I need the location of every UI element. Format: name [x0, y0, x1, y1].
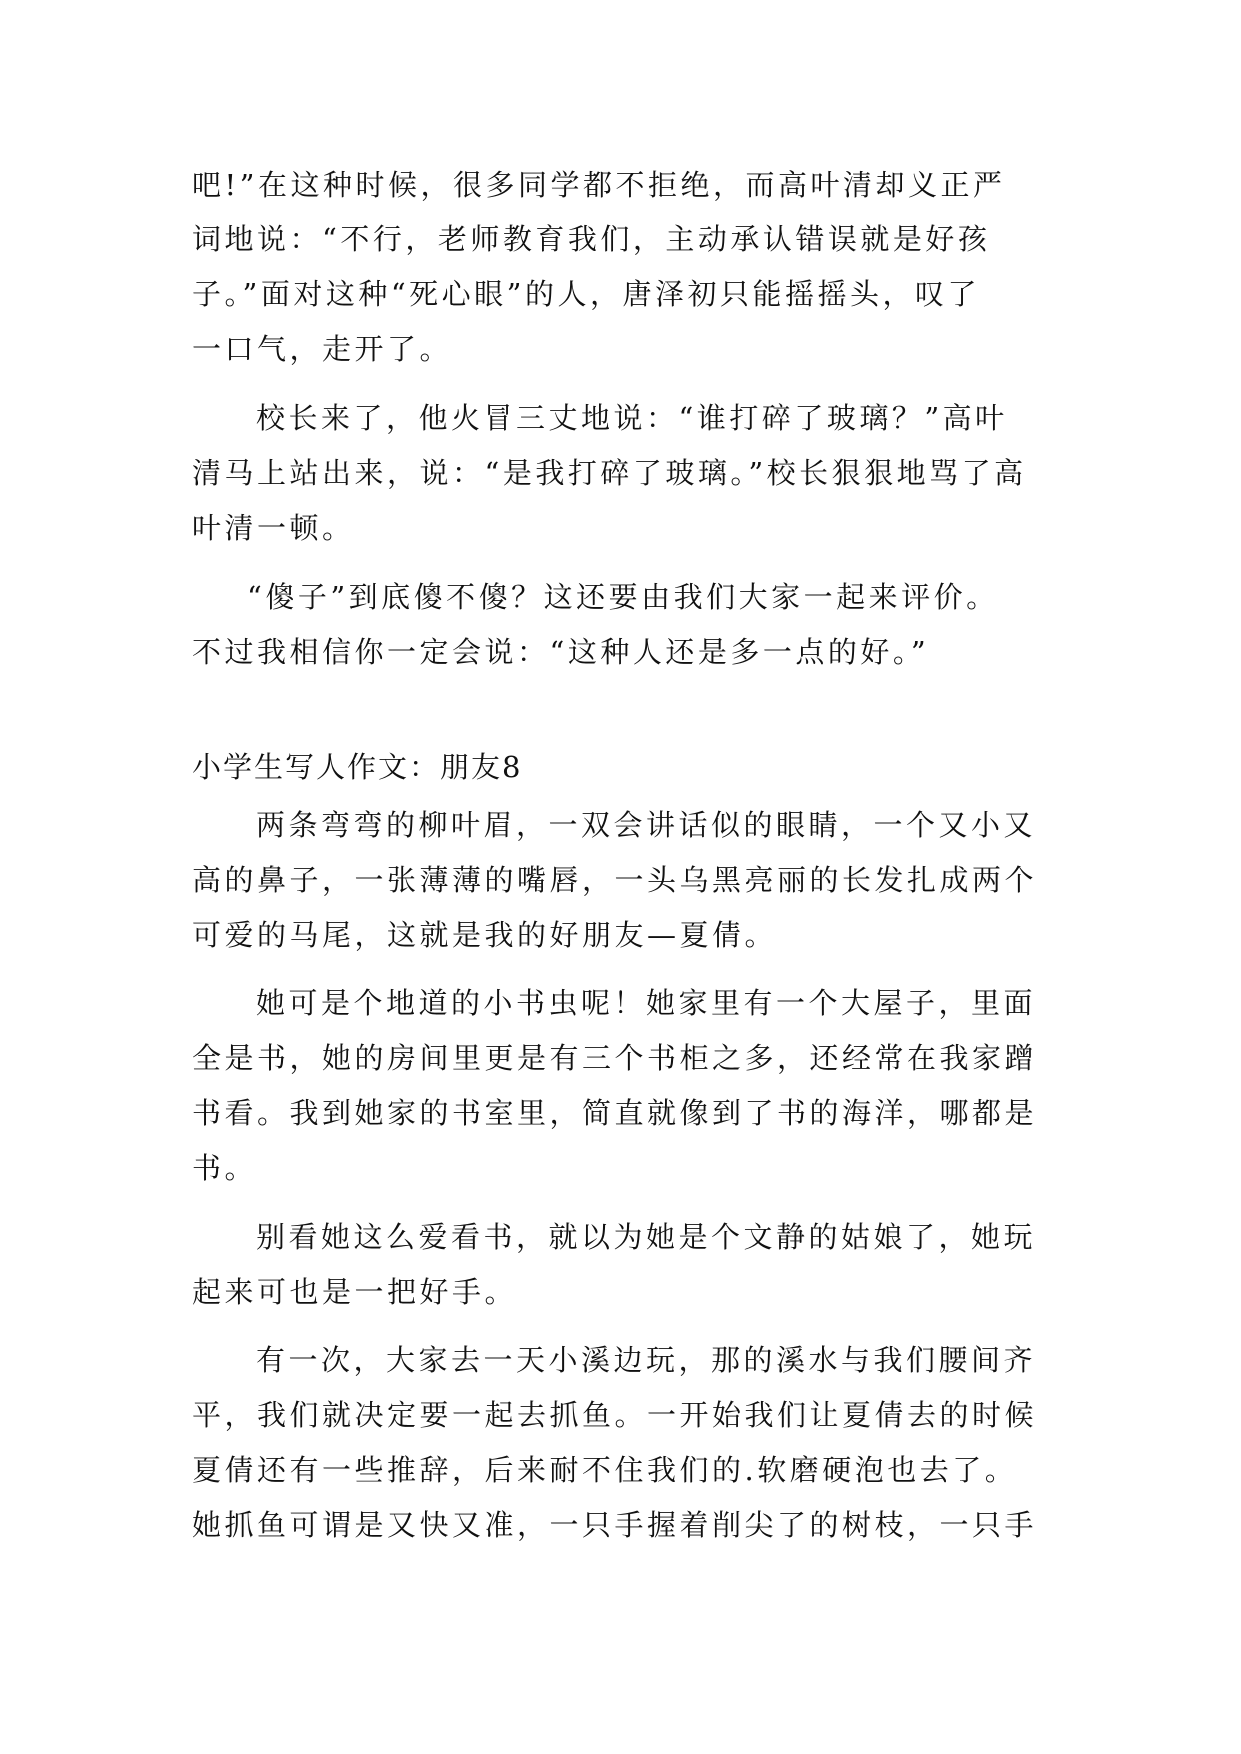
text-line: 夏倩还有一些推辞，后来耐不住我们的.软磨硬泡也去了。	[192, 1453, 1018, 1487]
text-line: 起来可也是一把好手。	[192, 1275, 518, 1309]
text-line: 书看。我到她家的书室里，简直就像到了书的海洋，哪都是	[192, 1096, 1038, 1130]
text-line: 全是书，她的房间里更是有三个书柜之多，还经常在我家蹭	[192, 1041, 1038, 1075]
text-line: 吧!”在这种时候，很多同学都不拒绝，而高叶清却义正严	[192, 168, 1006, 202]
text-line: 平，我们就决定要一起去抓鱼。一开始我们让夏倩去的时候	[192, 1398, 1038, 1432]
text-line: 子。”面对这种“死心眼”的人，唐泽初只能摇摇头，叹了	[192, 277, 980, 311]
text-line: 词地说：“不行，老师教育我们，主动承认错误就是好孩	[192, 222, 991, 256]
text-line: 别看她这么爱看书，就以为她是个文静的姑娘了，她玩	[256, 1220, 1037, 1254]
section-heading: 小学生写人作文：朋友8	[192, 750, 523, 784]
text-line: 两条弯弯的柳叶眉，一双会讲话似的眼睛，一个又小又	[256, 808, 1037, 842]
text-line: 校长来了，他火冒三丈地说：“谁打碎了玻璃？”高叶	[256, 401, 1008, 435]
text-line: 可爱的马尾，这就是我的好朋友—夏倩。	[192, 918, 778, 952]
text-line: 清马上站出来，说：“是我打碎了玻璃。”校长狠狠地骂了高	[192, 456, 1027, 490]
text-line: 有一次，大家去一天小溪边玩，那的溪水与我们腰间齐	[256, 1343, 1037, 1377]
text-line: 高的鼻子，一张薄薄的嘴唇，一头乌黑亮丽的长发扎成两个	[192, 863, 1038, 897]
text-line: 不过我相信你一定会说：“这种人还是多一点的好。”	[192, 635, 930, 669]
text-line: 叶清一顿。	[192, 511, 355, 545]
text-line: 她可是个地道的小书虫呢！她家里有一个大屋子，里面	[256, 986, 1037, 1020]
text-line: “傻子”到底傻不傻？这还要由我们大家一起来评价。	[247, 580, 999, 614]
text-line: 书。	[192, 1151, 258, 1185]
text-line: 一口气，走开了。	[192, 332, 453, 366]
text-line: 她抓鱼可谓是又快又准，一只手握着削尖了的树枝，一只手	[192, 1508, 1038, 1542]
